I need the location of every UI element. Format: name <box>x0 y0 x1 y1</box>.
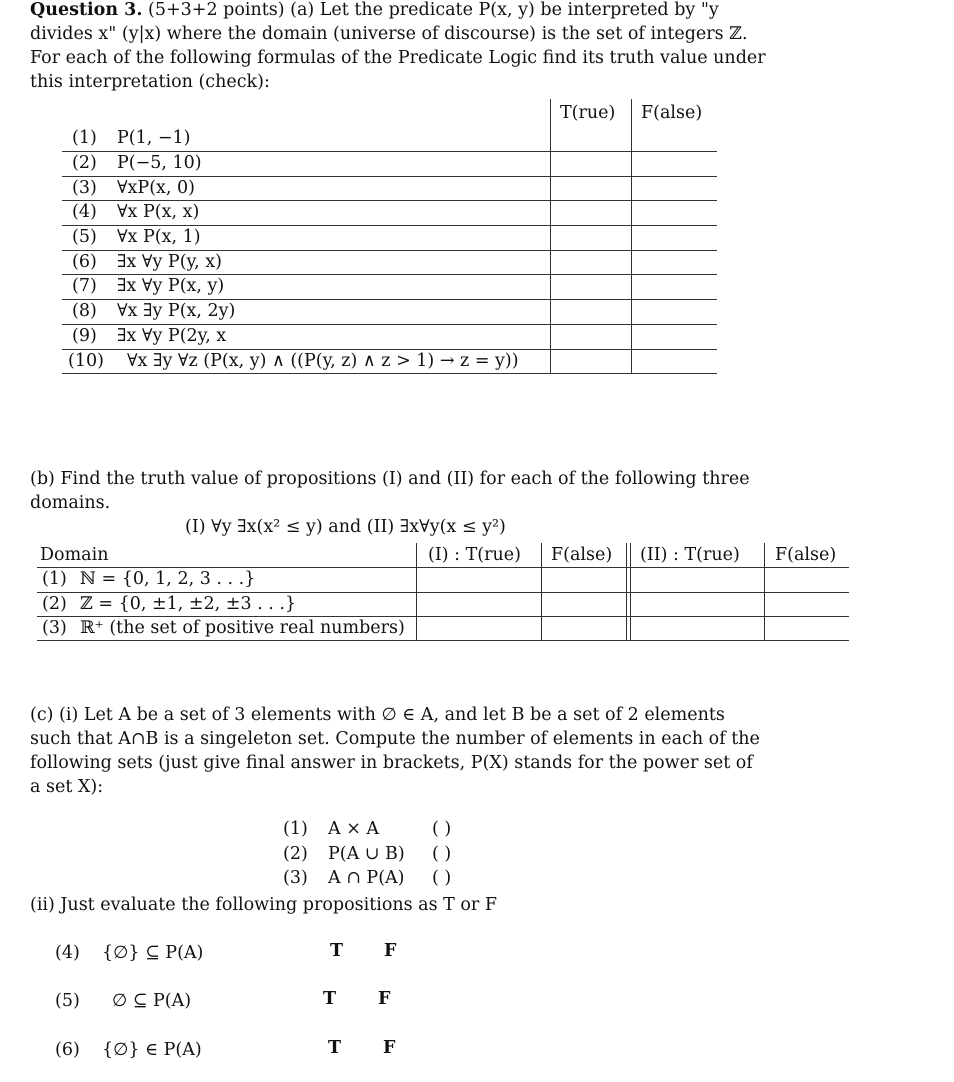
part-b-line-1: (b) Find the truth value of propositions (I) and (II) for each of the following three <box>30 469 750 489</box>
table-a-row-num: (9) <box>72 326 97 346</box>
table-b-divider <box>541 543 542 641</box>
table-b-header-4: F(alse) <box>775 545 837 565</box>
prop-true-option[interactable]: T <box>323 989 337 1009</box>
prop-false-option[interactable]: F <box>384 941 397 961</box>
table-b-divider <box>416 543 417 641</box>
set-item-expr: P(A ∪ B) <box>328 844 405 864</box>
prop-num: (4) <box>55 943 80 963</box>
part-c-ii-text: (ii) Just evaluate the following propositions as T or F <box>30 895 497 915</box>
table-a-row-num: (6) <box>72 252 97 272</box>
part-c-line-2: such that A∩B is a singeleton set. Compute the number of elements in each of the <box>30 729 760 749</box>
prop-false-option[interactable]: F <box>378 989 391 1009</box>
part-c-line-1: (c) (i) Let A be a set of 3 elements with ∅ ∈ A, and let B be a set of 2 elements <box>30 705 725 725</box>
table-a-row-formula: ∃x ∀y P(y, x) <box>117 252 222 272</box>
table-a-row-num: (2) <box>72 153 97 173</box>
question-intro <box>30 0 766 94</box>
intro-line-4: this interpretation (check): <box>30 72 270 92</box>
table-a-row-formula: ∀x P(x, x) <box>117 202 200 222</box>
prop-true-option[interactable]: T <box>328 1038 342 1058</box>
table-b-header-1: (I) : T(rue) <box>428 545 521 565</box>
table-b-rule <box>37 640 849 641</box>
part-b-propositions: (I) ∀y ∃x(x² ≤ y) and (II) ∃x∀y(x ≤ y²) <box>185 517 506 537</box>
part-c-line-3: following sets (just give final answer in brackets, P(X) stands for the power set of <box>30 753 753 773</box>
table-a-row-formula: P(1, −1) <box>117 128 191 148</box>
prop-expr: {∅} ⊆ P(A) <box>102 943 204 963</box>
table-b-row-domain: ℤ = {0, ±1, ±2, ±3 . . .} <box>80 594 297 614</box>
part-b-text <box>30 467 760 515</box>
table-a-row-num: (1) <box>72 128 97 148</box>
table-b-row-domain: ℝ⁺ (the set of positive real numbers) <box>80 618 405 638</box>
part-c-text <box>30 703 760 799</box>
table-a-divider-2 <box>631 99 632 374</box>
table-a-row-formula: ∀x ∃y P(x, 2y) <box>117 301 236 321</box>
question-label: Question 3. <box>30 0 143 20</box>
set-item-bracket[interactable]: ( ) <box>432 868 452 888</box>
table-a-row-formula: ∀x P(x, 1) <box>117 227 201 247</box>
table-b-domain-header: Domain <box>40 545 109 565</box>
table-b-row-domain: ℕ = {0, 1, 2, 3 . . .} <box>80 569 256 589</box>
table-a-row-formula: ∃x ∀y P(x, y) <box>117 276 225 296</box>
set-item-num: (3) <box>283 868 308 888</box>
part-c-line-4: a set X): <box>30 777 104 797</box>
table-a-row-num: (7) <box>72 276 97 296</box>
set-item-bracket[interactable]: ( ) <box>432 844 452 864</box>
table-a-divider-1 <box>550 99 551 374</box>
prop-false-option[interactable]: F <box>383 1038 396 1058</box>
table-a-row-formula: ∀xP(x, 0) <box>117 178 195 198</box>
table-a-row-formula: P(−5, 10) <box>117 153 202 173</box>
set-item-num: (1) <box>283 819 308 839</box>
set-item-expr: A ∩ P(A) <box>328 868 405 888</box>
table-b-row-num: (1) <box>42 569 67 589</box>
table-b-header-3: (II) : T(rue) <box>640 545 740 565</box>
prop-true-option[interactable]: T <box>330 941 344 961</box>
table-a-row-num: (10) <box>68 351 104 371</box>
intro-line-2: divides x" (y|x) where the domain (universe of discourse) is the set of integers ℤ. <box>30 24 748 44</box>
table-a-row-formula: ∀x ∃y ∀z (P(x, y) ∧ ((P(y, z) ∧ z > 1) → z = y)) <box>127 351 519 371</box>
table-b-header-2: F(alse) <box>551 545 613 565</box>
intro-line-3: For each of the following formulas of the Predicate Logic find its truth value under <box>30 48 766 68</box>
table-a-row-num: (5) <box>72 227 97 247</box>
set-item-bracket[interactable]: ( ) <box>432 819 452 839</box>
table-b-divider <box>764 543 765 641</box>
table-b-row-num: (3) <box>42 618 67 638</box>
table-a-row-num: (3) <box>72 178 97 198</box>
prop-expr: {∅} ∈ P(A) <box>102 1040 202 1060</box>
table-b-row-num: (2) <box>42 594 67 614</box>
table-a-row-formula: ∃x ∀y P(2y, x <box>117 326 227 346</box>
table-b-divider <box>630 543 631 641</box>
table-a-row-num: (4) <box>72 202 97 222</box>
table-a-row-num: (8) <box>72 301 97 321</box>
set-item-expr: A × A <box>328 819 380 839</box>
prop-expr: ∅ ⊆ P(A) <box>112 991 192 1011</box>
table-a-rule <box>62 373 717 374</box>
prop-num: (5) <box>55 991 80 1011</box>
set-item-num: (2) <box>283 844 308 864</box>
prop-num: (6) <box>55 1040 80 1060</box>
table-a-header-false: F(alse) <box>641 103 703 123</box>
table-b-divider <box>626 543 627 641</box>
part-b-line-2: domains. <box>30 493 111 513</box>
table-a-header-true: T(rue) <box>560 103 616 123</box>
intro-line-1: (5+3+2 points) (a) Let the predicate P(x, y) be interpreted by "y <box>142 0 719 20</box>
